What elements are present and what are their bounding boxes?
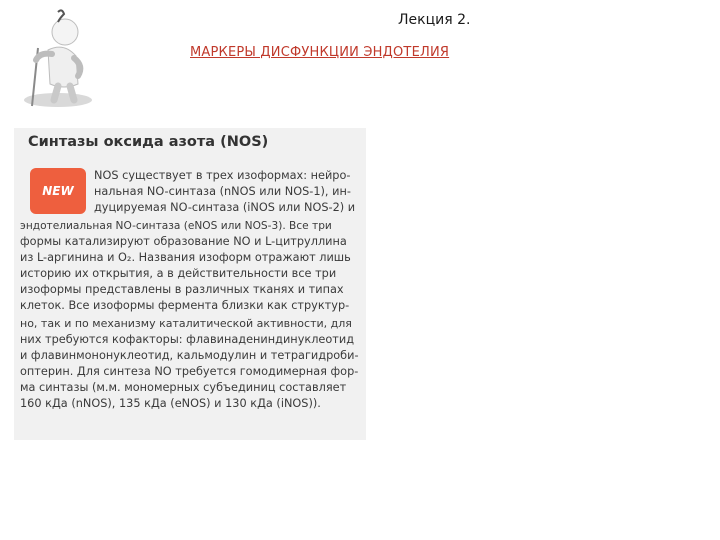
lecture-label: Лекция 2.: [398, 12, 471, 28]
article-line: 160 кДа (nNOS), 135 кДа (eNOS) и 130 кДа (iNOS)).: [20, 397, 321, 410]
article-line: и флавинмононуклеотид, кальмодулин и тетрагидроби-: [20, 349, 359, 362]
article-line: изоформы представлены в различных тканях и типах: [20, 283, 344, 296]
new-badge: NEW: [30, 168, 86, 214]
article-heading: Синтазы оксида азота (NOS): [28, 134, 269, 150]
stick-figure-with-pointer-icon: [18, 8, 98, 108]
article-line: клеток. Все изоформы фермента близки как структур-: [20, 299, 350, 312]
article-line: эндотелиальная NO-синтаза (eNOS или NOS-3). Все три: [20, 220, 332, 232]
article-line: формы катализируют образование NO и L-цитруллина: [20, 235, 347, 248]
article-line: оптерин. Для синтеза NO требуется гомодимерная фор-: [20, 365, 359, 378]
article-line: ма синтазы (м.м. мономерных субъединиц составляет: [20, 381, 347, 394]
article-line: них требуются кофакторы: флавинадениндинуклеотид: [20, 333, 355, 346]
article-line: нальная NO-синтаза (nNOS или NOS-1), ин-: [94, 185, 351, 198]
article-line: из L-аргинина и O₂. Названия изоформ отражают лишь: [20, 251, 351, 264]
slide-title: МАРКЕРЫ ДИСФУНКЦИИ ЭНДОТЕЛИЯ: [190, 45, 450, 60]
article-line: дуцируемая NO-синтаза (iNOS или NOS-2) и: [94, 201, 356, 214]
article-line: но, так и по механизму каталитической активности, для: [20, 317, 352, 330]
article-excerpt: [14, 128, 366, 440]
article-line: NOS существует в трех изоформах: нейро-: [94, 169, 351, 182]
article-line: историю их открытия, а в действительности все три: [20, 267, 337, 280]
